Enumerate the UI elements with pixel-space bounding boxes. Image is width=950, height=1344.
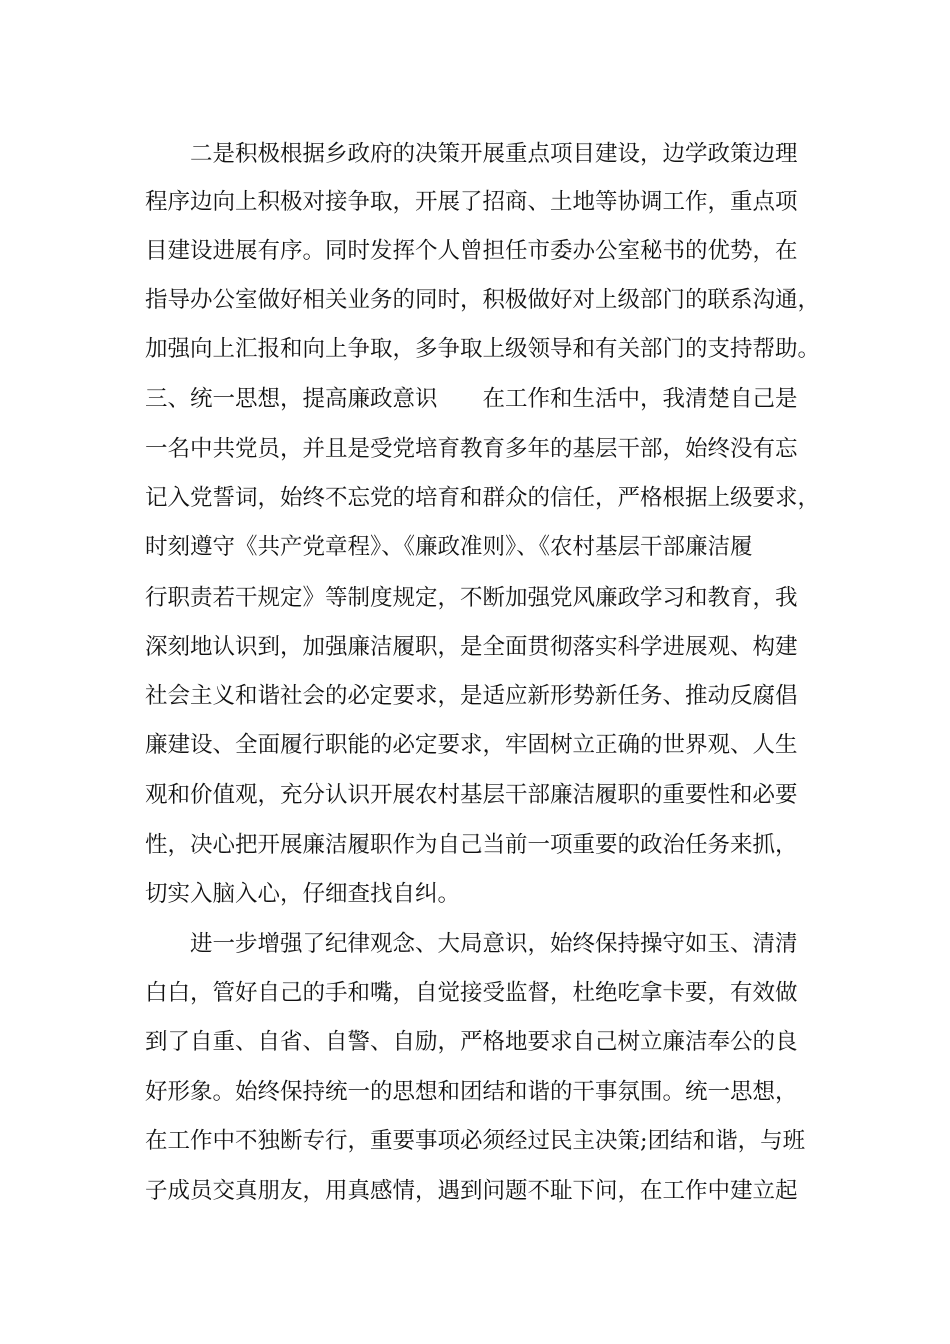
paragraph-line: 指导办公室做好相关业务的同时，积极做好对上级部门的联系沟通， [145,287,821,313]
paragraph-line: 程序边向上积极对接争取，开展了招商、土地等协调工作，重点项 [145,189,798,215]
paragraph-line: 二是积极根据乡政府的决策开展重点项目建设，边学政策边理 [190,141,798,167]
paragraph-line: 加强向上汇报和向上争取，多争取上级领导和有关部门的支持帮助。 [145,336,821,362]
paragraph-line: 好形象。始终保持统一的思想和团结和谐的干事氛围。统一思想， [145,1079,798,1105]
paragraph-line: 深刻地认识到，加强廉洁履职，是全面贯彻落实科学进展观、构建 [145,634,798,660]
paragraph-line: 行职责若干规定》等制度规定，不断加强党风廉政学习和教育，我 [145,585,798,611]
paragraph-line: 时刻遵守《共产党章程》、《廉政准则》、《农村基层干部廉洁履 [145,534,753,560]
paragraph-line: 记入党誓词，始终不忘党的培育和群众的信任，严格根据上级要求， [145,485,821,511]
section-heading-line: 三、统一思想，提高廉政意识 在工作和生活中，我清楚自己是 [145,386,798,412]
paragraph-line: 社会主义和谐社会的必定要求，是适应新形势新任务、推动反腐倡 [145,683,798,709]
paragraph-line: 廉建设、全面履行职能的必定要求，牢固树立正确的世界观、人生 [145,732,798,758]
paragraph-line: 一名中共党员，并且是受党培育教育多年的基层干部，始终没有忘 [145,436,798,462]
paragraph-line: 进一步增强了纪律观念、大局意识，始终保持操守如玉、清清 [190,931,798,957]
paragraph-line: 白白，管好自己的手和嘴，自觉接受监督，杜绝吃拿卡要，有效做 [145,980,798,1006]
paragraph-line: 切实入脑入心，仔细查找自纠。 [145,881,461,907]
paragraph-line: 子成员交真朋友，用真感情，遇到问题不耻下问，在工作中建立起 [145,1178,798,1204]
paragraph-line: 性，决心把开展廉洁履职作为自己当前一项重要的政治任务来抓， [145,832,798,858]
paragraph-line: 到了自重、自省、自警、自励，严格地要求自己树立廉洁奉公的良 [145,1029,798,1055]
paragraph-line: 观和价值观，充分认识开展农村基层干部廉洁履职的重要性和必要 [145,782,798,808]
paragraph-line: 目建设进展有序。同时发挥个人曾担任市委办公室秘书的优势，在 [145,238,798,264]
paragraph-line: 在工作中不独断专行，重要事项必须经过民主决策;团结和谐，与班 [145,1128,806,1154]
